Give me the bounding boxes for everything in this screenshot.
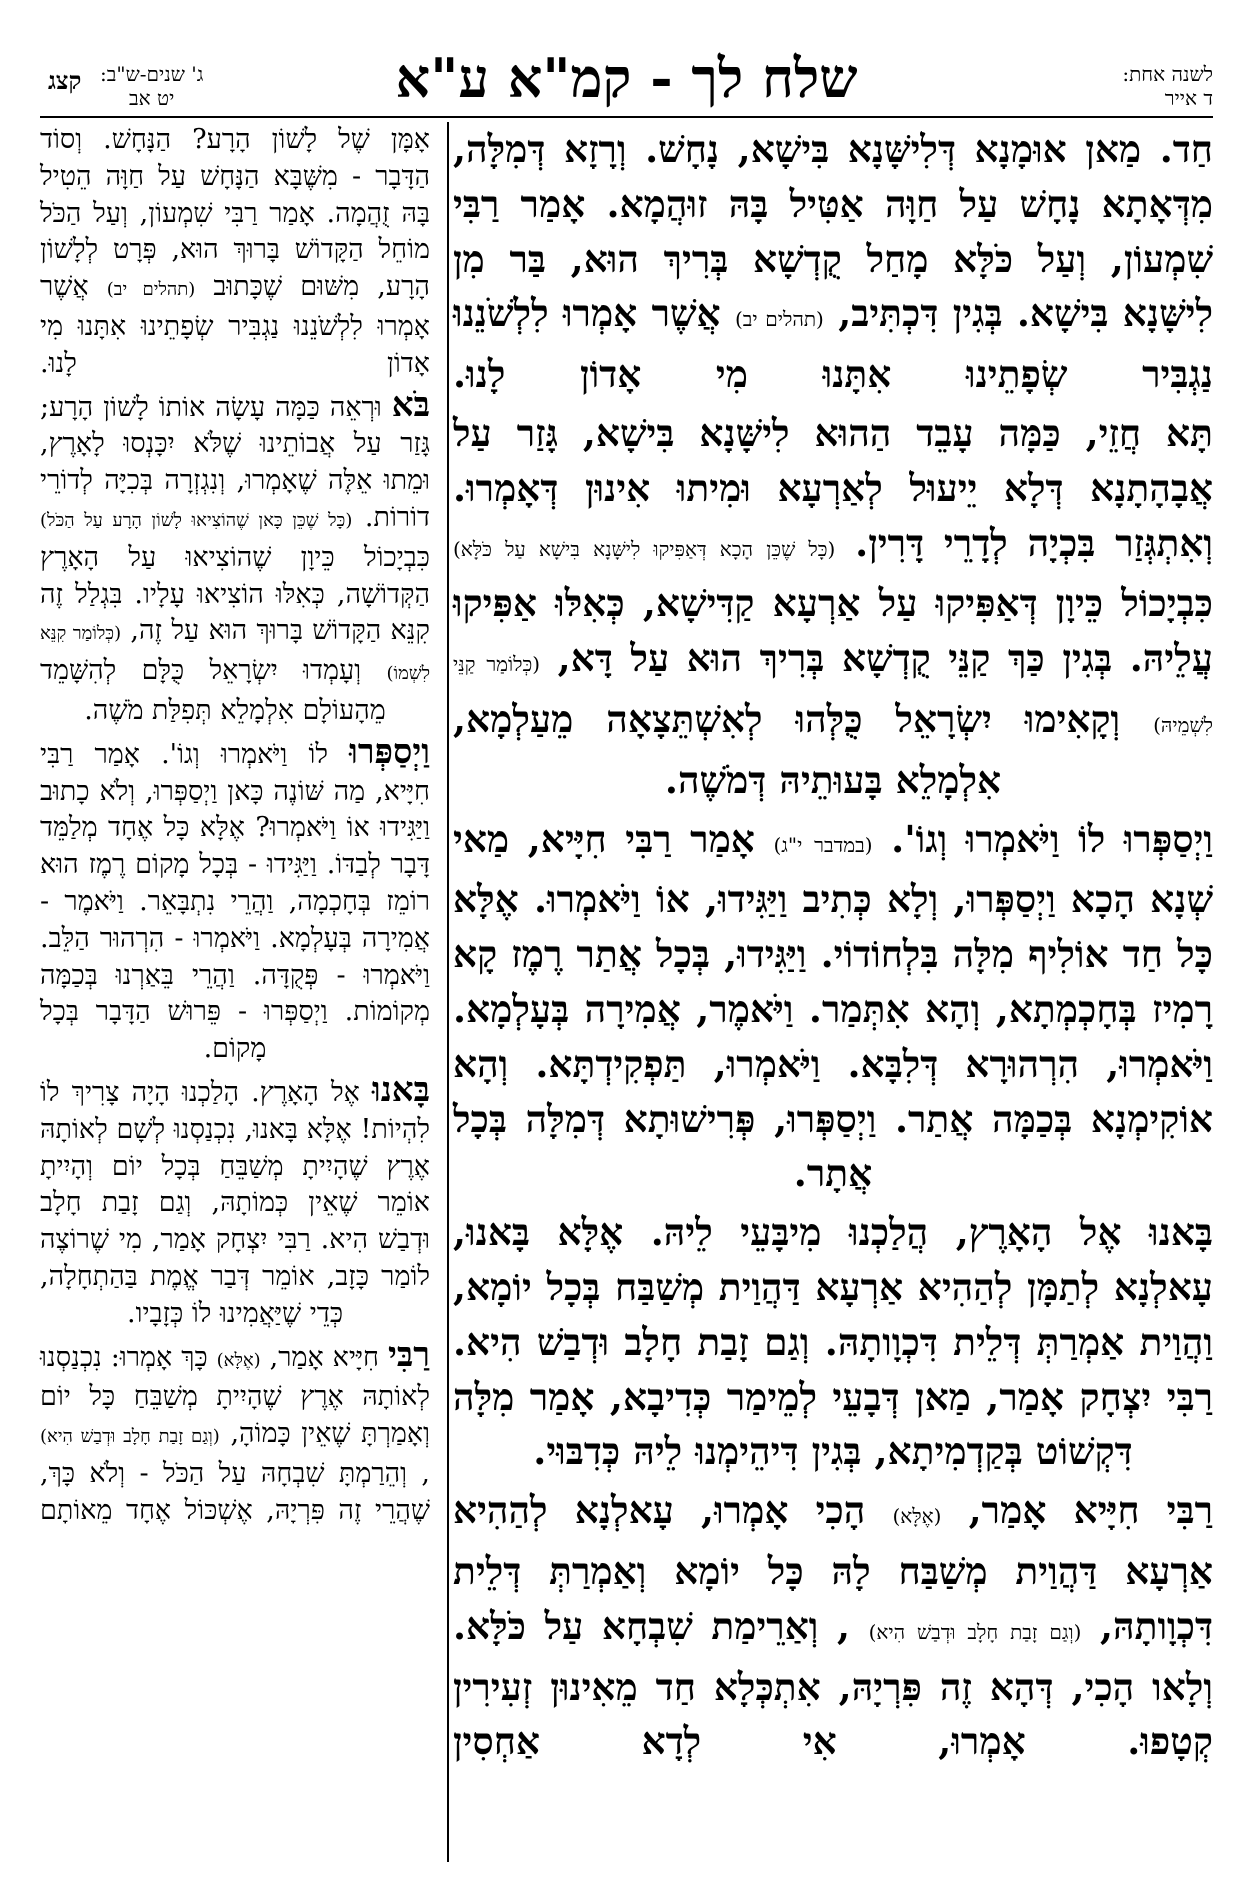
column-divider (447, 122, 449, 1862)
main-text: , וְאַרֵימַת שִׁבְחָא עַל כֹּלָּא. וְלָאו הָכִי, דְּהָא זֶה פִּרְיָהּ, אִתְכְּלָא חַד מֵאִינוּן זְעִירִין קְטָפוּ. אָמְרוּ, אִי לְדָא אַחְסִין (453, 1603, 1213, 1764)
main-text: הָכִי אָמְרוּ, עָאלְנָא לְהַהִיא אַרְעָא דַּהֲוַית מְשַׁבַּח לָהּ כָּל יוֹמָא וְאַמְרַתְּ דְּלֵית דִּכְוָותָהּ, (453, 1488, 1214, 1648)
main-paragraph-3 (453, 812, 1213, 1202)
main-text: חַד. מַאן אוּמָנָא דְּלִישָּׁנָא בִּישָׁא, נָחָשׁ. וְרָזָא דְּמִלָּה, מִדְּאָתָא נָחָשׁ עַל חַוָּה אַטִּיל בָּהּ זוּהֲמָא. אָמַר רַבִּי שִׁמְעוֹן, וְעַל כֹּלָּא מָחַל קֻדְשָׁא בְּרִיךְ הוּא, בַּר מִן לִישָּׁנָא בִּישָׁא. בְּגִין דִּכְתִּיב, (453, 127, 1213, 336)
schedule-three-years-date: יט אב (129, 86, 175, 110)
source-reference: (במדבר י"ג) (773, 832, 873, 857)
page-number: קצג (48, 66, 82, 95)
translation-paragraph-3 (40, 731, 430, 1068)
source-reference: (וְגַם זָבַת חָלָב וּדְבַשׁ הִיא) (40, 1426, 220, 1448)
source-reference: (תהלים יב) (106, 279, 196, 301)
translation-paragraph-4 (40, 1069, 430, 1333)
translation-text: לוֹ וַיֹּאמְרוּ וְגוֹ'. אָמַר רַבִּי חִיָּיא, מַה שּׁוֹנֶה כָּאן וַיְסַפְּרוּ, וְלֹא כָתוּב וַיַּגִּידוּ אוֹ וַיֹּאמְרוּ? אֶלָּא כָּל אֶחָד מְלַמֵּד דָּבָר לְבַדּוֹ. וַיַּגִּידוּ - בְּכָל מָקוֹם רֶמֶז הוּא רוֹמֵז בְּחָכְמָה, וַהֲרֵי נִתְבָּאֵר. וַיֹּאמֶר - אֲמִירָה בְּעָלְמָא. וַיֹּאמְרוּ - הִרְהוּר הַלֵּב. וַיֹּאמְרוּ - פְּקֻדָּה. וַהֲרֵי בֵּאַרְנוּ בְּכַמָּה מְקוֹמוֹת. וַיְסַפְּרוּ - פֵּרוּשׁ הַדָּבָר בְּכָל מָקוֹם. (40, 738, 430, 1065)
translation-text: אֶל הָאָרֶץ. הָלַכְנוּ הָיָה צָרִיךְ לוֹ לִהְיוֹת! אֶלָּא בָּאנוּ, נִכְנַסְנוּ לְשָׁם לְאוֹתָהּ אֶרֶץ שֶׁהָיִיתָ מְשַׁבֵּחַ בְּכָל יוֹם וְהָיִיתָ אוֹמֵר שֶׁאֵין כְּמוֹתָהּ, וְגַם זָבַת חָלָב וּדְבַשׁ הִיא. רַבִּי יִצְחָק אָמַר, מִי שֶׁרוֹצֶה לוֹמַר כָּזָב, אוֹמֵר דְּבַר אֱמֶת בַּהַתְחָלָה, כְּדֵי שֶׁיַּאֲמִינוּ לוֹ כְּזָבָיו. (40, 1076, 430, 1329)
schedule-three-years (100, 62, 203, 110)
translation-text: כָּךְ אָמְרוּ: נִכְנַסְנוּ לְאוֹתָהּ אֶרֶץ שֶׁהָיִיתָ מְשַׁבֵּחַ כָּל יוֹם וְאָמַרְתָּ שֶׁאֵין כָּמוֹהָ, (40, 1341, 431, 1450)
header-rule (40, 116, 1213, 118)
paragraph-lead-word: רַבִּי (388, 1334, 431, 1375)
translation-paragraph-5 (40, 1334, 431, 1530)
translation-text: וְעָמְדוּ יִשְׂרָאֵל כֻּלָּם לְהִשָּׁמֵד מֵהָעוֹלָם אִלְמָלֵא תְּפִלַּת מֹשֶׁה. (40, 655, 386, 726)
translation-paragraph-2 (40, 384, 431, 730)
main-text: וְקָאִימוּ יִשְׂרָאֵל כֻּלְּהוּ לְאִשְׁתֵּצָאָה מֵעַלְמָא, אִלְמָלֵא בָּעוּתֵיהּ דְּמֹשֶׁה. (453, 696, 1121, 802)
translation-paragraph-1 (40, 122, 430, 383)
main-text: אֲשֶׁר אָמְרוּ לִלְשֹׁנֵנוּ נַגְבִּיר שְׂפָתֵינוּ אִתָּנוּ מִי אָדוֹן לָנוּ. (453, 291, 1213, 397)
translation-text: כִּבְיָכוֹל כֵּיוָן שֶׁהוֹצִיאוּ עַל הָאָרֶץ הַקְּדוֹשָׁה, כְּאִלּוּ הוֹצִיאוּ עָלָיו. בִּגְלַל זֶה קִנֵּא הַקָּדוֹשׁ בָּרוּךְ הוּא עַל זֶה, (40, 541, 430, 647)
translation-column (40, 122, 430, 1862)
translation-text: אָמָּן שֶׁל לָשׁוֹן הָרָע? הַנָּחָשׁ. וְסוֹד הַדָּבָר - מִשֶּׁבָּא הַנָּחָשׁ עַל חַוָּה הֵטִיל בָּהּ זֻהֲמָה. אָמַר רַבִּי שִׁמְעוֹן, וְעַל הַכֹּל מוֹחֵל הַקָּדוֹשׁ בָּרוּךְ הוּא, פְּרָט לְלָשׁוֹן הָרָע, מִשּׁוּם שֶׁכָּתוּב (40, 124, 430, 303)
page-header (0, 0, 1253, 118)
source-reference: (כָּל שֶׁכֵּן הָכָא דְּאַפִּיקוּ לִישָּׁנָא בִּישָׁא עַל כֹּלָּא) (453, 536, 836, 561)
translation-text: חִיָּיא אָמַר, (269, 1341, 380, 1373)
paragraph-lead-word: וַיְסַפְּרוּ (349, 731, 430, 772)
main-paragraph-5 (453, 1483, 1213, 1769)
source-reference: (וְגַם זָבַת חָלָב וּדְבַשׁ הִיא) (868, 1619, 1082, 1644)
source-reference: (אֶלָּא) (892, 1504, 942, 1529)
paragraph-lead-word: בָּאנוּ (372, 1069, 430, 1110)
source-reference: (כְּלוֹמַר קַנֵּי לִשְׁמֵיהּ) (453, 652, 1213, 737)
main-paragraph-1 (453, 122, 1213, 402)
schedule-one-year-label: לשנה אחת: (1122, 62, 1213, 86)
source-reference: (אֶלָּא) (216, 1349, 261, 1371)
page-title: שלח לך - קמ"א ע"א (395, 46, 858, 110)
main-paragraph-4 (453, 1205, 1213, 1479)
translation-text: וּרְאֵה כַּמָּה עָשָׂה אוֹתוֹ לָשׁוֹן הָרָע; גָּזַר עַל אֲבוֹתֵינוּ שֶׁלֹּא יִכָּנְסוּ לָאָרֶץ, וּמֵתוּ אֵלֶּה שֶׁאָמְרוּ, וְנִגְזְרָה בְּכִיָּה לְדוֹרֵי דוֹרוֹת. (40, 391, 431, 533)
main-text: כִּבְיָכוֹל כֵּיוָן דְּאַפִּיקוּ עַל אַרְעָא קַדִּישָׁא, כְּאִלּוּ אַפִּיקוּ עֲלֵיהּ. בְּגִין כַּךְ קַנֵּי קֻדְשָׁא בְּרִיךְ הוּא עַל דָּא, (453, 581, 1213, 681)
schedule-one-year-date: ד אייר (1164, 86, 1213, 110)
schedule-three-years-label: ג' שנים-ש"ב: (100, 62, 204, 86)
main-text: וַיְסַפְּרוּ לוֹ וַיֹּאמְרוּ וְגוֹ'. (891, 816, 1213, 861)
main-text: אָמַר רַבִּי חִיָּיא, מַאי שְׁנָא הָכָא וַיְסַפְּרוּ, וְלָא כְּתִיב וַיַּגִּידוּ, אוֹ וַיֹּאמְרוּ. אֶלָּא כָּל חַד אוֹלִיף מִלָּה בִּלְחוֹדוֹי. וַיַּגִּידוּ, בְּכָל אֲתַר רֶמֶז קָא רָמִיז בְּחָכְמְתָא, וְהָא אִתְּמַר. וַיֹּאמֶר, אֲמִירָה בְּעָלְמָא. וַיֹּאמְרוּ, הִרְהוּרָא דְּלִבָּא. וַיֹּאמְרוּ, תַּפְקִידְתָּא. וְהָא אוֹקִימְנָא בְּכַמָּה אֲתַר. וַיְסַפְּרוּ, פְּרִישׁוּתָא דְּמִלָּה בְּכָל אֲתָר. (453, 816, 1213, 1196)
main-text: תָּא חֲזֵי, כַּמָּה עָבֵד הַהוּא לִישָּׁנָא בִּישָׁא, גָּזַר עַל אֲבָהָתָנָא דְּלָא יֵיעוּל לְאַרְעָא וּמִיתוּ אִינוּן דְּאָמְרוּ. וְאִתְגְּזַר בִּכְיָה לְדָרֵי דָּרִין. (453, 410, 1213, 565)
main-text-column (453, 122, 1213, 1862)
source-reference: (כָּל שֶׁכֵּן כָּאן שֶׁהוֹצִיאוּ לָשׁוֹן הָרָע עַל הַכֹּל) (40, 509, 353, 531)
main-paragraph-2 (453, 406, 1213, 808)
source-reference: (כְּלוֹמַר קִנֵּא לִשְׁמוֹ) (40, 623, 430, 685)
main-text: בָּאנוּ אֶל הָאָרֶץ, הֲלַכְנוּ מִיבָּעֵי לֵיהּ. אֶלָּא בָּאנוּ, עָאלְנָא לְתַמָּן לְהַהִיא אַרְעָא דַּהֲוַית מְשַׁבַּח בְּכָל יוֹמָא, וַהֲוַית אַמְרַתְּ דְּלֵית דִּכְוָותָהּ. וְגַם זָבַת חָלָב וּדְבַשׁ הִיא. רַבִּי יִצְחָק אָמַר, מַאן דְּבָעֵי לְמֵימַר כְּדִיבָא, אָמַר מִלָּה דִּקְשׁוֹט בְּקַדְמִיתָא, בְּגִין דִּיהֵימְנוּ לֵיהּ כְּדִבּוּי. (453, 1210, 1213, 1474)
main-text: רַבִּי חִיָּיא אָמַר, (968, 1488, 1213, 1533)
translation-text: אֲשֶׁר אָמְרוּ לִלְשֹׁנֵנוּ נַגְבִּיר שְׂפָתֵינוּ אִתָּנוּ מִי אָדוֹן לָנוּ. (40, 271, 430, 379)
translation-text: , וְהֵרַמְתָּ שִׁבְחָהּ עַל הַכֹּל - וְלֹא כָּךְ, שֶׁהֲרֵי זֶה פִּרְיָהּ, אֶשְׁכּוֹל אֶחָד מֵאוֹתָם (40, 1457, 430, 1526)
source-reference: (תהלים יב) (734, 307, 824, 332)
paragraph-lead-word: בֹּא (391, 384, 430, 425)
